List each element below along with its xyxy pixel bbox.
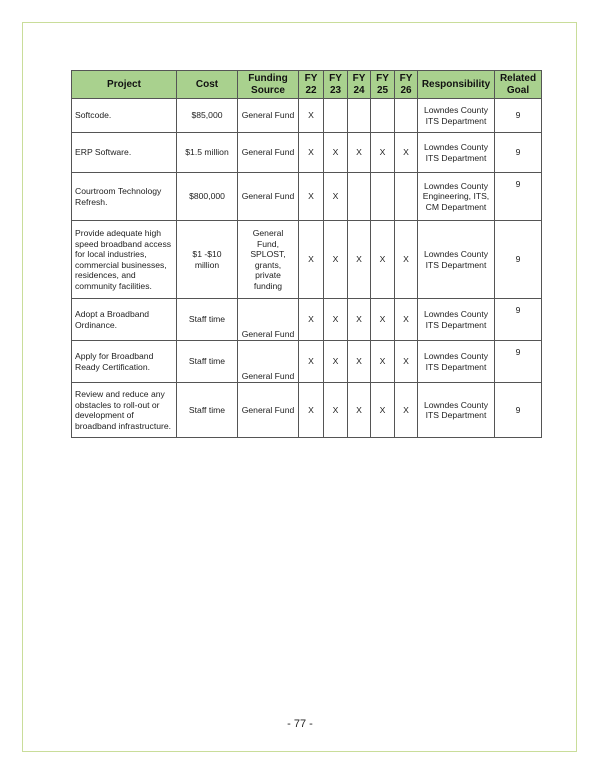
responsibility-cell: Lowndes County ITS Department bbox=[418, 341, 495, 383]
cost-cell: $800,000 bbox=[177, 173, 238, 221]
responsibility-cell: Lowndes County ITS Department bbox=[418, 221, 495, 299]
goal-cell: 9 bbox=[495, 221, 542, 299]
fy-cell: X bbox=[299, 383, 324, 438]
goal-cell: 9 bbox=[495, 133, 542, 173]
fy-cell: X bbox=[348, 299, 371, 341]
header-fy24: FY 24 bbox=[348, 71, 371, 99]
project-cell: Softcode. bbox=[72, 99, 177, 133]
fy-cell: X bbox=[395, 221, 418, 299]
project-cell: Apply for Broadband Ready Certification. bbox=[72, 341, 177, 383]
fy-cell: X bbox=[348, 221, 371, 299]
fy-cell bbox=[395, 99, 418, 133]
project-cell: ERP Software. bbox=[72, 133, 177, 173]
funding-cell: General Fund bbox=[238, 99, 299, 133]
goal-cell: 9 bbox=[495, 341, 542, 383]
fy-cell bbox=[395, 173, 418, 221]
fy-cell bbox=[348, 99, 371, 133]
fy-cell: X bbox=[395, 341, 418, 383]
cost-cell: Staff time bbox=[177, 341, 238, 383]
header-fy22: FY 22 bbox=[299, 71, 324, 99]
goal-cell: 9 bbox=[495, 299, 542, 341]
projects-table bbox=[71, 70, 542, 438]
header-fy26: FY 26 bbox=[395, 71, 418, 99]
funding-cell: General Fund bbox=[238, 173, 299, 221]
table-row bbox=[72, 99, 542, 133]
fy-cell: X bbox=[348, 341, 371, 383]
goal-cell: 9 bbox=[495, 99, 542, 133]
project-cell: Courtroom Technology Refresh. bbox=[72, 173, 177, 221]
responsibility-cell: Lowndes County ITS Department bbox=[418, 133, 495, 173]
project-cell: Adopt a Broadband Ordinance. bbox=[72, 299, 177, 341]
table-row bbox=[72, 221, 542, 299]
header-row bbox=[72, 71, 542, 99]
responsibility-cell: Lowndes County ITS Department bbox=[418, 383, 495, 438]
header-funding-source: Funding Source bbox=[238, 71, 299, 99]
fy-cell: X bbox=[324, 299, 348, 341]
fy-cell: X bbox=[371, 133, 395, 173]
funding-cell: General Fund bbox=[238, 133, 299, 173]
fy-cell: X bbox=[299, 99, 324, 133]
fy-cell bbox=[324, 99, 348, 133]
responsibility-cell: Lowndes County Engineering, ITS, CM Department bbox=[418, 173, 495, 221]
table-row bbox=[72, 133, 542, 173]
header-cost: Cost bbox=[177, 71, 238, 99]
fy-cell bbox=[348, 173, 371, 221]
fy-cell: X bbox=[395, 383, 418, 438]
responsibility-cell: Lowndes County ITS Department bbox=[418, 299, 495, 341]
goal-cell: 9 bbox=[495, 383, 542, 438]
project-cell: Review and reduce any obstacles to roll-out or development of broadband infrastructure. bbox=[72, 383, 177, 438]
funding-cell: General Fund bbox=[238, 383, 299, 438]
project-cell: Provide adequate high speed broadband access for local industries, commercial businesses, residences, and community facilities. bbox=[72, 221, 177, 299]
table-row bbox=[72, 299, 542, 341]
fy-cell: X bbox=[348, 133, 371, 173]
header-fy23: FY 23 bbox=[324, 71, 348, 99]
funding-cell: General Fund, SPLOST, grants, private funding bbox=[238, 221, 299, 299]
fy-cell: X bbox=[395, 299, 418, 341]
fy-cell: X bbox=[324, 383, 348, 438]
cost-cell: $85,000 bbox=[177, 99, 238, 133]
funding-cell: General Fund bbox=[238, 299, 299, 341]
page-number: - 77 - bbox=[287, 718, 313, 730]
fy-cell: X bbox=[371, 341, 395, 383]
table-row bbox=[72, 173, 542, 221]
fy-cell: X bbox=[324, 221, 348, 299]
cost-cell: Staff time bbox=[177, 383, 238, 438]
fy-cell: X bbox=[324, 173, 348, 221]
fy-cell: X bbox=[299, 133, 324, 173]
goal-cell: 9 bbox=[495, 173, 542, 221]
fy-cell: X bbox=[324, 133, 348, 173]
table-row bbox=[72, 383, 542, 438]
table-row bbox=[72, 341, 542, 383]
header-fy25: FY 25 bbox=[371, 71, 395, 99]
header-project: Project bbox=[72, 71, 177, 99]
responsibility-cell: Lowndes County ITS Department bbox=[418, 99, 495, 133]
cost-cell: $1.5 million bbox=[177, 133, 238, 173]
cost-cell: Staff time bbox=[177, 299, 238, 341]
fy-cell: X bbox=[371, 299, 395, 341]
fy-cell: X bbox=[371, 221, 395, 299]
fy-cell: X bbox=[299, 221, 324, 299]
funding-cell: General Fund bbox=[238, 341, 299, 383]
fy-cell bbox=[371, 99, 395, 133]
header-related-goal: Related Goal bbox=[495, 71, 542, 99]
header-responsibility: Responsibility bbox=[418, 71, 495, 99]
fy-cell: X bbox=[299, 173, 324, 221]
fy-cell: X bbox=[324, 341, 348, 383]
fy-cell: X bbox=[371, 383, 395, 438]
fy-cell: X bbox=[299, 299, 324, 341]
cost-cell: $1 -$10 million bbox=[177, 221, 238, 299]
fy-cell bbox=[371, 173, 395, 221]
fy-cell: X bbox=[299, 341, 324, 383]
fy-cell: X bbox=[395, 133, 418, 173]
fy-cell: X bbox=[348, 383, 371, 438]
